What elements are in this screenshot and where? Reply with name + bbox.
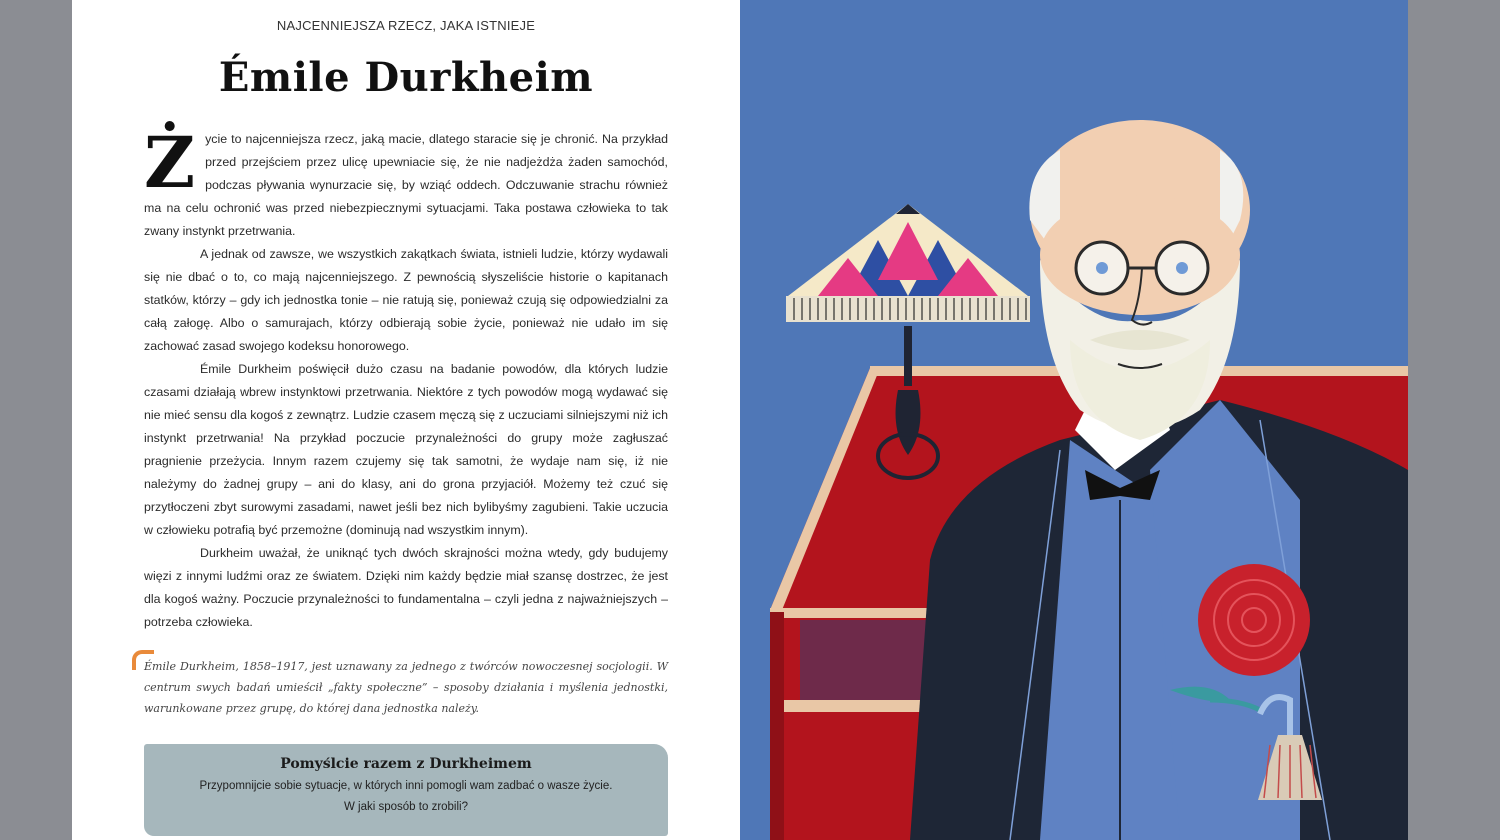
section-kicker: NAJCENNIEJSZA RZECZ, JAKA ISTNIEJE xyxy=(276,18,536,33)
book-spread xyxy=(72,0,1408,840)
page-title: Émile Durkheim xyxy=(218,54,594,101)
body-text xyxy=(144,121,668,634)
paragraph-3: Émile Durkheim poświęcił dużo czasu na badanie powodów, dla których ludzie czasami działają wbrew instynktowi przetrwania. Niektóre z tych powodów mogą wydawać się nie mieć sensu dla kogoś z zewnątrz. Ludzie czasem męczą się z uczuciami silniejszymi niż ich instynkt przetrwania! Na przykład poczucie przynależności do grupy może zagłuszać pragnienie przeżycia. Innym razem czujemy się tak samotni, że wydaje nam się, iż nie należymy do żadnej grupy – ani do klasy, ani do grona przyjaciół. Możemy też czuć się przytłoczeni zbyt surowymi zasadami, nawet jeśli bez nich bylibyśmy zagubieni. Takie uczucia w człowieku potrafią być przemożne (dominują nad wszystkim innym). xyxy=(144,362,668,537)
illustration-page xyxy=(740,0,1408,840)
think-box-line-2: W jaki sposób to zrobili? xyxy=(344,801,468,813)
paragraph-1: Życie to najcenniejsza rzecz, jaką macie, dlatego staracie się je chronić. Na przykład przed przejściem przez ulicę upewniacie się, że nie nadjeżdża żaden samochód, podczas pływania wynurzacie się, by wziąć oddech. Odczuwanie strachu również ma na celu ochronić was przed niebezpiecznymi sytuacjami. Taka postawa człowieka to tak zwany instynkt przetrwania. xyxy=(144,121,668,238)
think-box-line-1: Przypomnijcie sobie sytuacje, w których inni pomogli wam zadbać o wasze życie. xyxy=(199,780,613,792)
left-page xyxy=(72,0,740,840)
drop-cap: Ż xyxy=(144,121,196,204)
paragraph-2: A jednak od zawsze, we wszystkich zakątkach świata, istnieli ludzie, którzy wydawali się nie dbać o to, co mają najcenniejszego. Z pewnością słyszeliście historie o kapitanach statków, którzy – gdy ich jednostka tonie – nie ratują się, ponieważ czują się odpowiedzialni za całą załogę. Albo o samurajach, którzy odbierają sobie życie, ponieważ nie udało im się zachować zasad swojego kodeksu honorowego. xyxy=(144,247,668,353)
think-box xyxy=(144,744,668,836)
paragraph-4: Durkheim uważał, że uniknąć tych dwóch skrajności można wtedy, gdy budujemy więzi z innymi ludźmi oraz ze światem. Dzięki nim każdy będzie miał szansę dostrzec, że jest dla kogoś ważny. Poczucie przynależności to fundamentalna – czyli jedna z najważniejszych – potrzeba człowieka. xyxy=(144,546,668,629)
bio-note: Émile Durkheim, 1858–1917, jest uznawany za jednego z twórców nowoczesnej socjologii. W centrum swych badań umieścił „fakty społeczne” – sposoby działania i myślenia jednostki, warunkowane przez grupę, do której dana jednostka należy. xyxy=(144,660,668,715)
think-box-title: Pomyślcie razem z Durkheimem xyxy=(280,756,532,772)
durkheim-portrait-illustration xyxy=(740,0,1408,840)
